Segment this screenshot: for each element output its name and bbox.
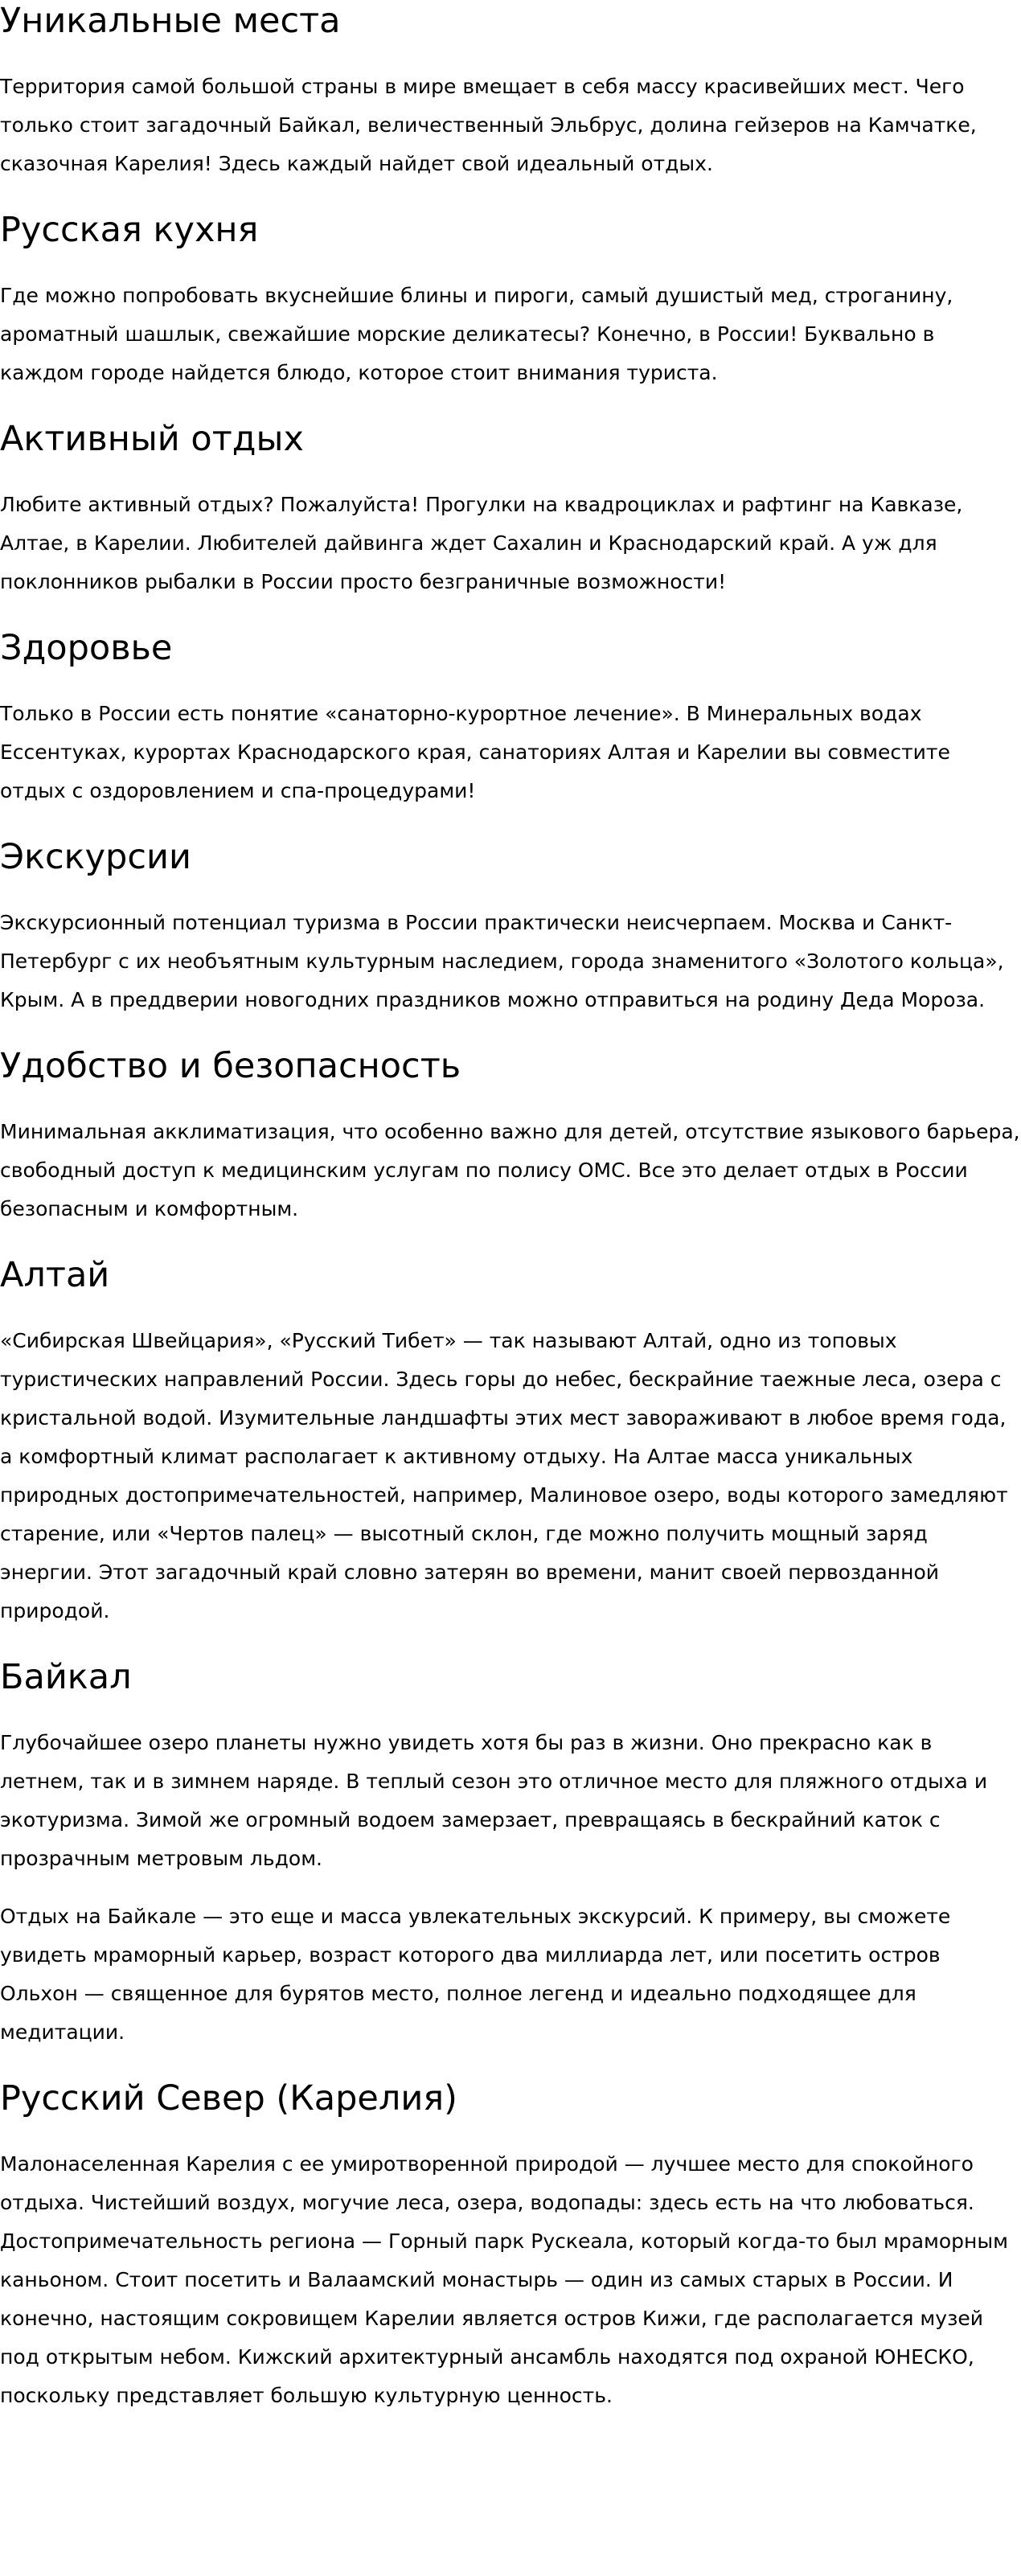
section-title: Русский Север (Карелия) xyxy=(0,2078,457,2119)
section-health xyxy=(0,627,1021,810)
section-active-rest xyxy=(0,418,1021,601)
section-title: Русская кухня xyxy=(0,210,259,250)
section-title: Удобство и безопасность xyxy=(0,1046,461,1086)
section-paragraph: Глубочайшее озеро планеты нужно увидеть хотя бы раз в жизни. Оно прекрасно как в летнем, так и в зимнем наряде. В теплый сезон это отличное место для пляжного отдыха и экотуризма. Зимой же огромный водоем замерзает, превращаясь в бескрайний каток с прозрачным метровым льдом. xyxy=(0,1731,988,1870)
section-russian-cuisine xyxy=(0,209,1021,392)
section-baikal xyxy=(0,1656,1021,2052)
section-excursions xyxy=(0,836,1021,1019)
section-paragraph: Отдых на Байкале — это еще и масса увлекательных экскурсий. К примеру, вы сможете увидеть мраморный карьер, возраст которого два миллиарда лет, или посетить остров Ольхон — священное для бурятов место, полное легенд и идеально подходящее для медитации. xyxy=(0,1905,951,2044)
section-paragraph: Территория самой большой страны в мире вмещает в себя массу красивейших мест. Чего только стоит загадочный Байкал, величественный Эльбрус, долина гейзеров на Камчатке, сказочная Карелия! Здесь каждый найдет свой идеальный отдых. xyxy=(0,75,977,175)
section-unique-places xyxy=(0,0,1021,183)
section-paragraph: Экскурсионный потенциал туризма в России практически неисчерпаем. Москва и Санкт-Петербург с их необъятным культурным наследием, города знаменитого «Золотого кольца», Крым. А в преддверии новогодних праздников можно отправиться на родину Деда Мороза. xyxy=(0,911,1004,1011)
section-russian-north xyxy=(0,2078,1021,2415)
section-title: Уникальные места xyxy=(0,1,341,41)
section-altai xyxy=(0,1254,1021,1631)
section-paragraph: Любите активный отдых? Пожалуйста! Прогулки на квадроциклах и рафтинг на Кавказе, Алтае, в Карелии. Любителей дайвинга ждет Сахалин и Краснодарский край. А уж для поклонников рыбалки в России просто безграничные возможности! xyxy=(0,493,963,593)
section-paragraph: «Сибирская Швейцария», «Русский Тибет» — так называют Алтай, одно из топовых туристических направлений России. Здесь горы до небес, бескрайние таежные леса, озера с кристальной водой. Изумительные ландшафты этих мест завораживают в любое время года, а комфортный климат располагает к активному отдыху. На Алтае масса уникальных природных достопримечательностей, например, Малиновое озеро, воды которого замедляют старение, или «Чертов палец» — высотный склон, где можно получить мощный заряд энергии. Этот загадочный край словно затерян во времени, манит своей первозданной природой. xyxy=(0,1329,1008,1622)
section-title: Активный отдых xyxy=(0,419,304,459)
section-title: Алтай xyxy=(0,1255,110,1295)
section-paragraph: Малонаселенная Карелия с ее умиротворенной природой — лучшее место для спокойного отдыха. Чистейший воздух, могучие леса, озера, водопады: здесь есть на что любоваться. Достопримечательность региона — Горный парк Рускеала, который когда-то был мраморным каньоном. Стоит посетить и Валаамский монастырь — один из самых старых в России. И конечно, настоящим сокровищем Карелии является остров Кижи, где располагается музей под открытым небом. Кижский архитектурный ансамбль находятся под охраной ЮНЕСКО, поскольку представляет большую культурную ценность. xyxy=(0,2152,1008,2407)
section-title: Байкал xyxy=(0,1657,132,1697)
section-title: Здоровье xyxy=(0,628,173,668)
section-comfort-safety xyxy=(0,1045,1021,1229)
section-paragraph: Только в России есть понятие «санаторно-курортное лечение». В Минеральных водах Ессентуках, курортах Краснодарского края, санаториях Алтая и Карелии вы совместите отдых с оздоровлением и спа-процедурами! xyxy=(0,702,950,802)
section-paragraph: Минимальная акклиматизация, что особенно важно для детей, отсутствие языкового барьера, свободный доступ к медицинским услугам по полису ОМС. Все это делает отдых в России безопасным и комфортным. xyxy=(0,1120,1020,1220)
section-title: Экскурсии xyxy=(0,837,191,877)
section-paragraph: Где можно попробовать вкуснейшие блины и пироги, самый душистый мед, строганину, ароматный шашлык, свежайшие морские деликатесы? Конечно, в России! Буквально в каждом городе найдется блюдо, которое стоит внимания туриста. xyxy=(0,284,953,384)
